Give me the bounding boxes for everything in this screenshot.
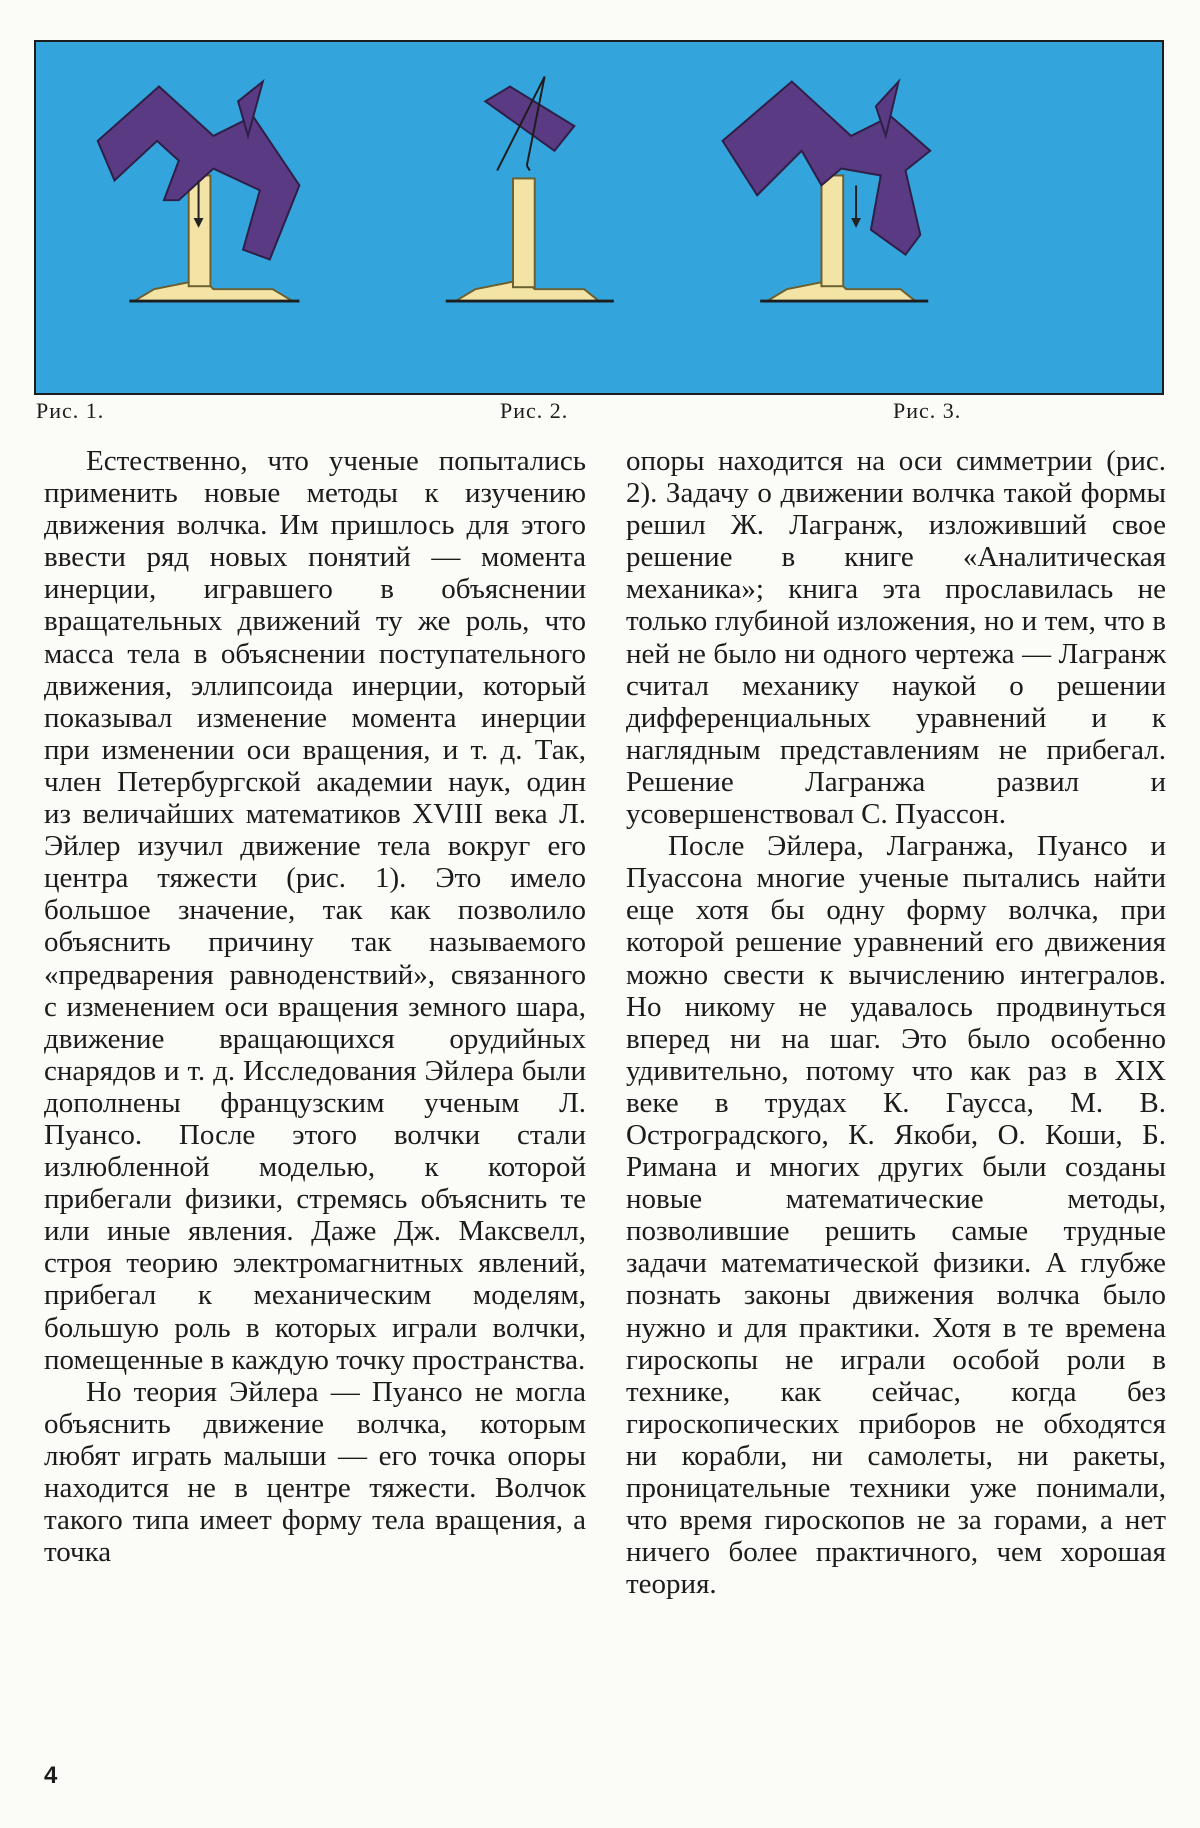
text-column-right bbox=[626, 445, 1166, 1600]
figure-3-top bbox=[723, 82, 931, 301]
page-number: 4 bbox=[44, 1762, 58, 1789]
text-column-left bbox=[44, 445, 586, 1568]
figure-1-caption: Рис. 1. bbox=[36, 398, 105, 423]
paragraph: Но теория Эйлера — Пуансо не могла объяснить движение волчка, которым любят играть малыши — его точка опоры находится не в центре тяжести. Волчок такого типа имеет форму тела вращения, а точка bbox=[44, 1375, 586, 1569]
figure-illustration bbox=[36, 42, 1162, 393]
figure-3-caption: Рис. 3. bbox=[893, 398, 962, 423]
figure-panel bbox=[34, 40, 1164, 395]
figure-1-top bbox=[98, 82, 300, 301]
paragraph: опоры находится на оси симметрии (рис. 2). Задачу о движении волчка такой формы решил Ж. Лагранж, изложивший свое решение в книге «Аналитическая механика»; книга эта прославилась не только глубиной изложения, но и тем, что в ней не было ни одного чертежа — Лагранж считал механику наукой о решении дифференциальных уравнений и к наглядным представлениям не прибегал. Решение Лагранжа развил и усовершенствовал С. Пуассон. bbox=[626, 445, 1166, 831]
paragraph: После Эйлера, Лагранжа, Пуансо и Пуассона многие ученые пытались найти еще хотя бы одну форму волчка, при которой решение уравнений его движения можно свести к вычислению интегралов. Но никому не удавалось продвинуться вперед ни на шаг. Это было особенно удивительно, потому что как раз в XIX веке в трудах К. Гаусса, М. В. Остроградского, К. Якоби, О. Коши, Б. Римана и многих других были созданы новые математические методы, позволившие решить самые трудные задачи математической физики. А глубже познать законы движения волчка было нужно и для практики. Хотя в те времена гироскопы не играли особой роли в технике, как сейчас, когда без гироскопических приборов не обходятся ни корабли, ни самолеты, ни ракеты, проницательные техники уже понимали, что время гироскопов не за горами, а нет ничего более практичного, чем хорошая теория. bbox=[626, 830, 1166, 1601]
figure-2-caption: Рис. 2. bbox=[500, 398, 569, 423]
figure-2-top bbox=[446, 77, 614, 301]
paragraph: Естественно, что ученые попытались применить новые методы к изучению движения волчка. Им пришлось для этого ввести ряд новых понятий — момента инерции, игравшего в объяснении вращательных движений ту же роль, что масса тела в объяснении поступательного движения, эллипсоида инерции, который показывал изменение момента инерции при изменении оси вращения, и т. д. Так, член Петербургской академии наук, один из величайших математиков XVIII века Л. Эйлер изучил движение тела вокруг его центра тяжести (рис. 1). Это имело большое значение, так как позволило объяснить причину так называемого «предварения равноденствий», связанного с изменением оси вращения земного шара, движение вращающихся орудийных снарядов и т. д. Исследования Эйлера были дополнены французским ученым Л. Пуансо. После этого волчки стали излюбленной моделью, к которой прибегали физики, стремясь объяснить те или иные явления. Даже Дж. Максвелл, строя теорию электромагнитных явлений, прибегал к механическим моделям, большую роль в которых играли волчки, помещенные в каждую точку пространства. bbox=[44, 445, 586, 1376]
